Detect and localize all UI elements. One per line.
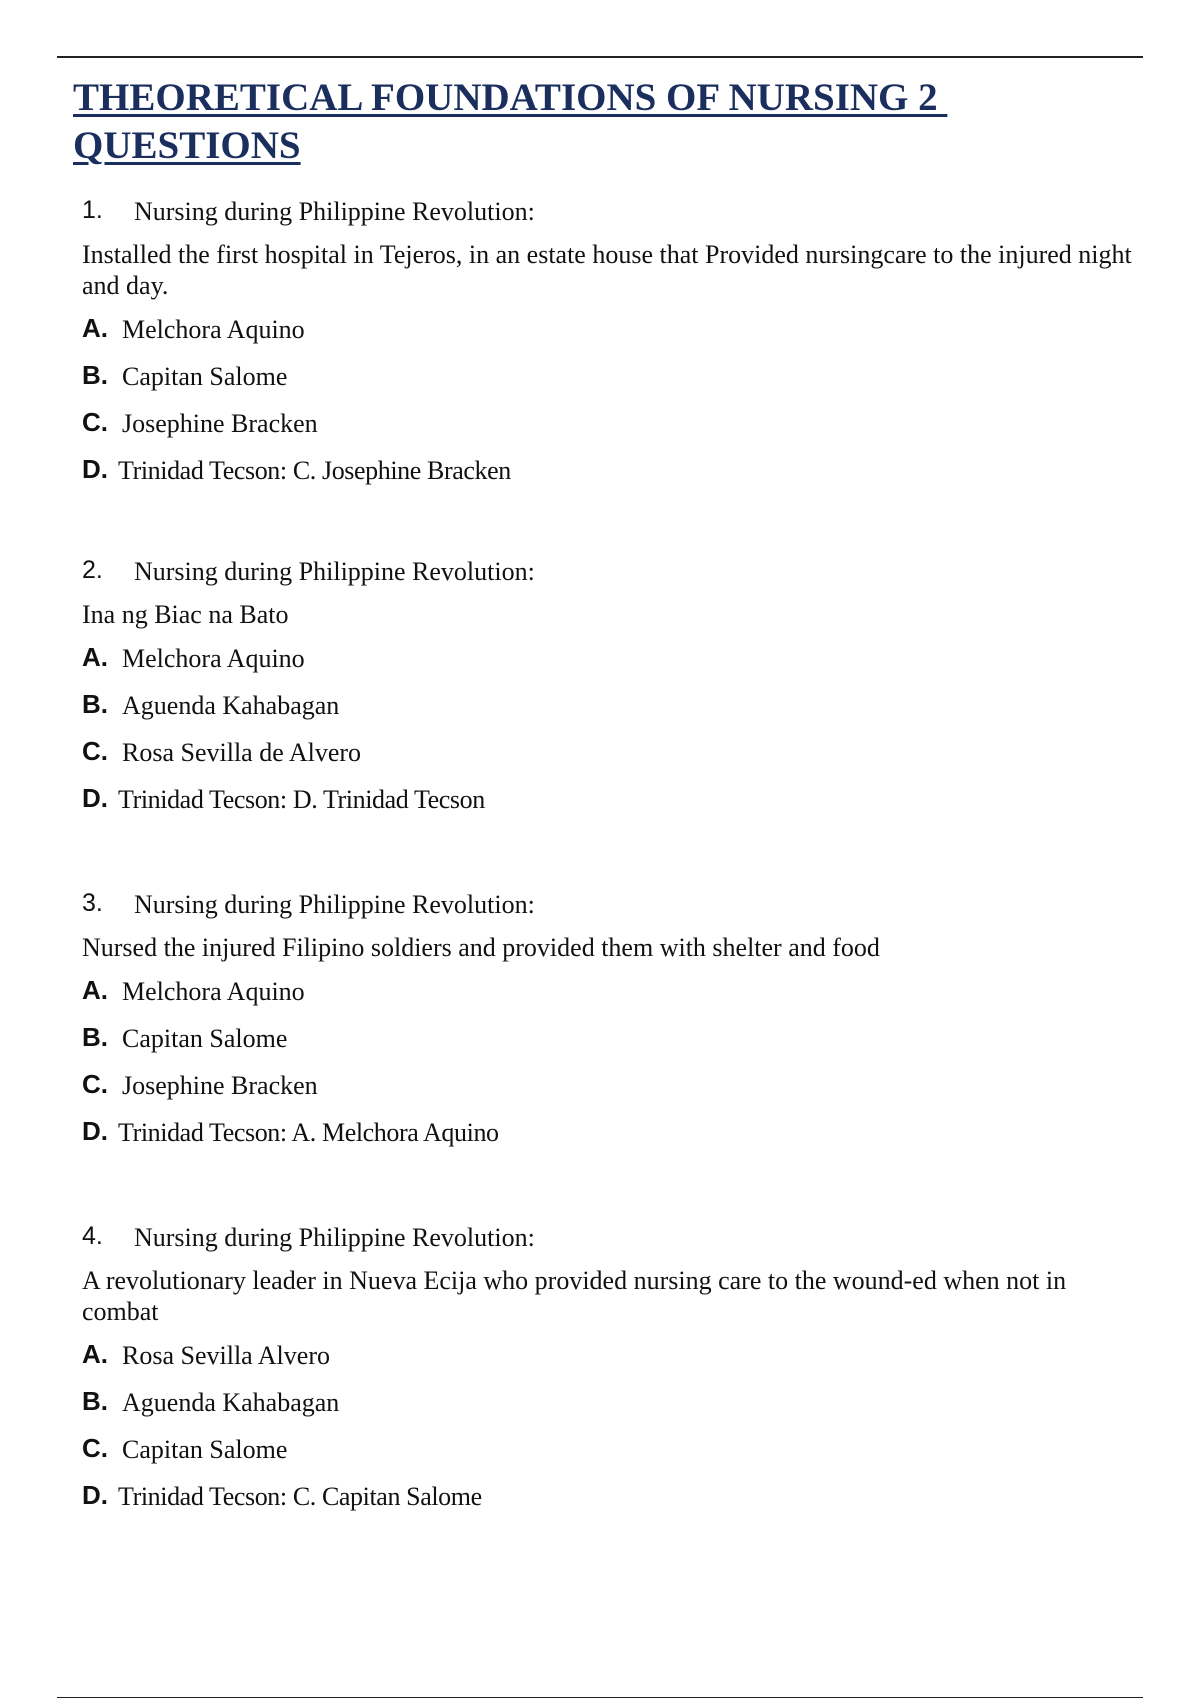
question-label: Nursing during Philippine Revolution:: [134, 197, 535, 226]
question-stem: Installed the first hospital in Tejeros, in an estate house that Provided nursingcare to the injured night and day.: [82, 240, 1132, 300]
question-3: [82, 886, 1142, 1159]
option-d: [82, 779, 1142, 826]
option-letter: C.: [82, 1433, 108, 1463]
option-text-answer: Trinidad Tecson: C. Capitan Salome: [118, 1482, 482, 1511]
top-rule: [57, 56, 1143, 58]
question-header: [82, 553, 1142, 593]
option-letter: B.: [82, 360, 108, 390]
question-header: [82, 1219, 1142, 1259]
option-a: [82, 638, 1142, 685]
option-letter: D.: [82, 454, 108, 484]
option-text: Josephine Bracken: [122, 1071, 318, 1100]
option-letter: D.: [82, 1116, 108, 1146]
option-c: [82, 732, 1142, 779]
option-b: [82, 1018, 1142, 1065]
option-letter: A.: [82, 642, 108, 672]
option-text: Capitan Salome: [122, 1024, 288, 1053]
document-title-line-1: THEORETICAL FOUNDATIONS OF NURSING 2: [73, 76, 948, 119]
option-text: Aguenda Kahabagan: [122, 691, 340, 720]
document-title: [73, 74, 1133, 170]
option-letter: A.: [82, 1339, 108, 1369]
option-letter: D.: [82, 1480, 108, 1510]
question-stem: Ina ng Biac na Bato: [82, 600, 289, 629]
option-text: Rosa Sevilla de Alvero: [122, 738, 362, 767]
option-text: Melchora Aquino: [122, 644, 305, 673]
option-a: [82, 309, 1142, 356]
option-text: Capitan Salome: [122, 362, 288, 391]
option-c: [82, 1429, 1142, 1476]
option-letter: A.: [82, 313, 108, 343]
question-label: Nursing during Philippine Revolution:: [134, 1223, 535, 1252]
option-b: [82, 685, 1142, 732]
option-text: Melchora Aquino: [122, 977, 305, 1006]
option-letter: C.: [82, 1069, 108, 1099]
option-c: [82, 1065, 1142, 1112]
question-header: [82, 193, 1142, 233]
option-text-answer: Trinidad Tecson: D. Trinidad Tecson: [118, 785, 485, 814]
option-d: [82, 1476, 1142, 1523]
question-number: 3.: [82, 889, 103, 917]
option-text-answer: Trinidad Tecson: C. Josephine Bracken: [118, 456, 511, 485]
option-letter: A.: [82, 975, 108, 1005]
option-letter: B.: [82, 689, 108, 719]
option-letter: D.: [82, 783, 108, 813]
option-d: [82, 450, 1142, 497]
document-title-line-2: QUESTIONS: [73, 124, 301, 167]
question-label: Nursing during Philippine Revolution:: [134, 557, 535, 586]
question-header: [82, 886, 1142, 926]
option-a: [82, 971, 1142, 1018]
option-text: Josephine Bracken: [122, 409, 318, 438]
option-letter: C.: [82, 736, 108, 766]
option-b: [82, 356, 1142, 403]
option-d: [82, 1112, 1142, 1159]
option-a: [82, 1335, 1142, 1382]
option-letter: B.: [82, 1022, 108, 1052]
option-text-answer: Trinidad Tecson: A. Melchora Aquino: [118, 1118, 499, 1147]
question-number: 2.: [82, 556, 103, 584]
question-number: 4.: [82, 1222, 103, 1250]
bottom-rule: [57, 1697, 1143, 1698]
option-text: Rosa Sevilla Alvero: [122, 1341, 330, 1370]
option-b: [82, 1382, 1142, 1429]
option-letter: C.: [82, 407, 108, 437]
option-letter: B.: [82, 1386, 108, 1416]
question-2: [82, 553, 1142, 826]
question-stem: Nursed the injured Filipino soldiers and provided them with shelter and food: [82, 933, 880, 962]
question-4: [82, 1219, 1142, 1523]
option-text: Aguenda Kahabagan: [122, 1388, 340, 1417]
option-c: [82, 403, 1142, 450]
question-stem: A revolutionary leader in Nueva Ecija who provided nursing care to the wound-ed when not in combat: [82, 1266, 1067, 1326]
question-label: Nursing during Philippine Revolution:: [134, 890, 535, 919]
question-number: 1.: [82, 196, 103, 224]
option-text: Capitan Salome: [122, 1435, 288, 1464]
option-text: Melchora Aquino: [122, 315, 305, 344]
question-1: [82, 193, 1142, 497]
